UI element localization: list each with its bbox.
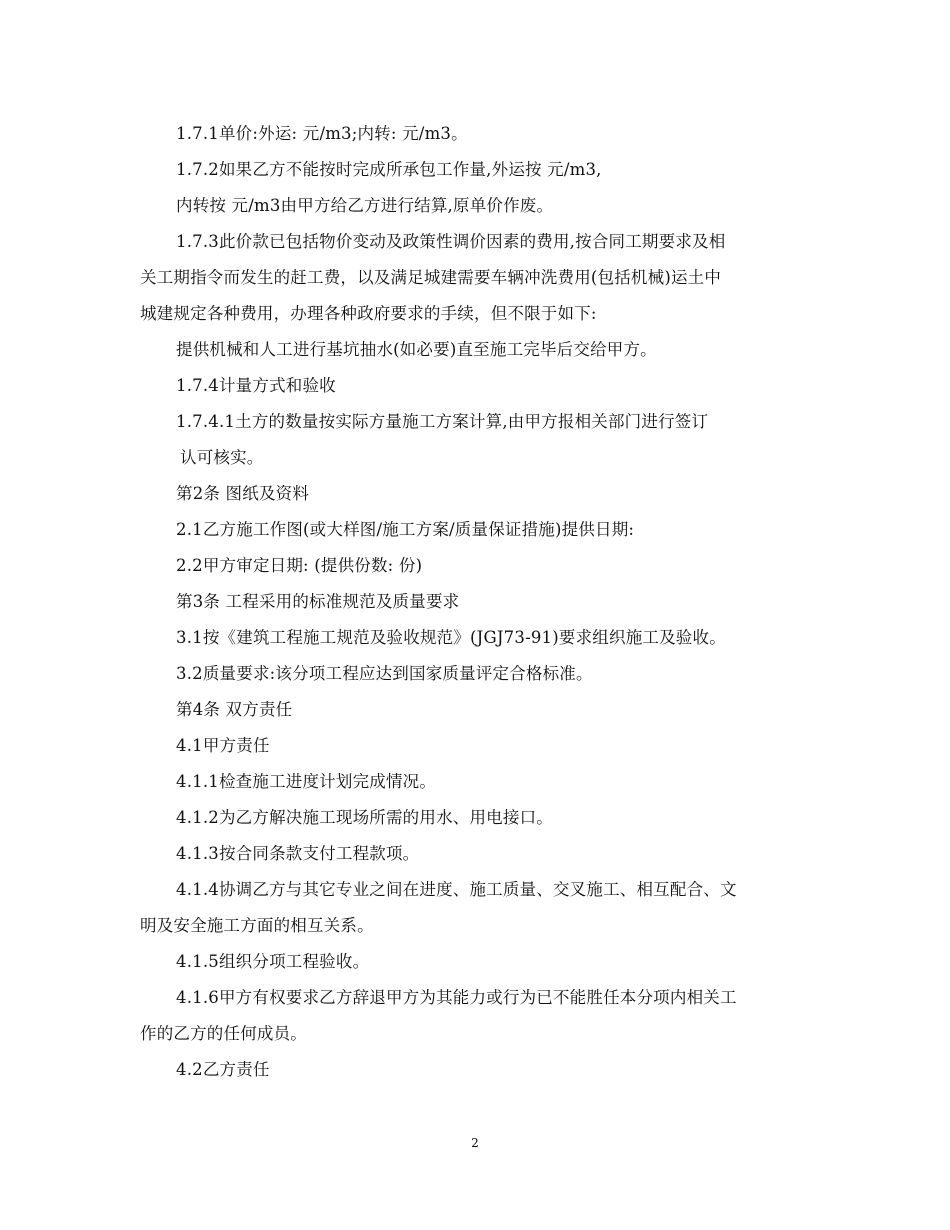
- paragraph-line: 4.1.2为乙方解决施工现场所需的用水、用电接口。: [176, 808, 553, 827]
- paragraph-line: 1.7.3此价款已包括物价变动及政策性调价因素的费用,按合同工期要求及相: [176, 232, 726, 251]
- section-heading: 第4条 双方责任: [176, 700, 293, 719]
- paragraph-line: 3.2质量要求:该分项工程应达到国家质量评定合格标准。: [176, 664, 593, 683]
- subsection-heading: 4.2乙方责任: [176, 1060, 270, 1079]
- paragraph-line: 2.2甲方审定日期: (提供份数: 份): [176, 556, 423, 575]
- paragraph-line: 4.1.6甲方有权要求乙方辞退甲方为其能力或行为已不能胜任本分项内相关工: [176, 988, 737, 1007]
- paragraph-line: 内转按 元/m3由甲方给乙方进行结算,原单价作废。: [176, 196, 554, 215]
- paragraph-line: 1.7.1单价:外运: 元/m3;内转: 元/m3。: [176, 124, 468, 143]
- section-heading: 第3条 工程采用的标准规范及质量要求: [176, 592, 460, 611]
- document-body: [140, 116, 820, 1088]
- subsection-heading: 4.1甲方责任: [176, 736, 270, 755]
- paragraph-line: 认可核实。: [180, 448, 264, 467]
- paragraph-line: 3.1按《建筑工程施工规范及验收规范》(JGJ73-91)要求组织施工及验收。: [176, 628, 726, 647]
- paragraph-line: 提供机械和人工进行基坑抽水(如必要)直至施工完毕后交给甲方。: [176, 340, 657, 359]
- paragraph-line: 2.1乙方施工作图(或大样图/施工方案/质量保证措施)提供日期:: [176, 520, 635, 539]
- page-number: 2: [471, 1136, 479, 1150]
- paragraph-line: 城建规定各种费用，办理各种政府要求的手续，但不限于如下:: [140, 304, 597, 323]
- paragraph-line: 4.1.3按合同条款支付工程款项。: [176, 844, 420, 863]
- paragraph-line: 1.7.2如果乙方不能按时完成所承包工作量,外运按 元/m3,: [176, 160, 602, 179]
- paragraph-line: 作的乙方的任何成员。: [140, 1024, 307, 1043]
- paragraph-line: 1.7.4计量方式和验收: [176, 376, 336, 395]
- paragraph-line: 4.1.4协调乙方与其它专业之间在进度、施工质量、交叉施工、相互配合、文: [176, 880, 737, 899]
- paragraph-line: 4.1.5组织分项工程验收。: [176, 952, 370, 971]
- paragraph-line: 1.7.4.1土方的数量按实际方量施工方案计算,由甲方报相关部门进行签订: [176, 412, 709, 431]
- paragraph-line: 4.1.1检查施工进度计划完成情况。: [176, 772, 437, 791]
- section-heading: 第2条 图纸及资料: [176, 484, 310, 503]
- paragraph-line: 明及安全施工方面的相互关系。: [140, 916, 374, 935]
- paragraph-line: 关工期指令而发生的赶工费，以及满足城建需要车辆冲洗费用(包括机械)运土中: [140, 268, 722, 287]
